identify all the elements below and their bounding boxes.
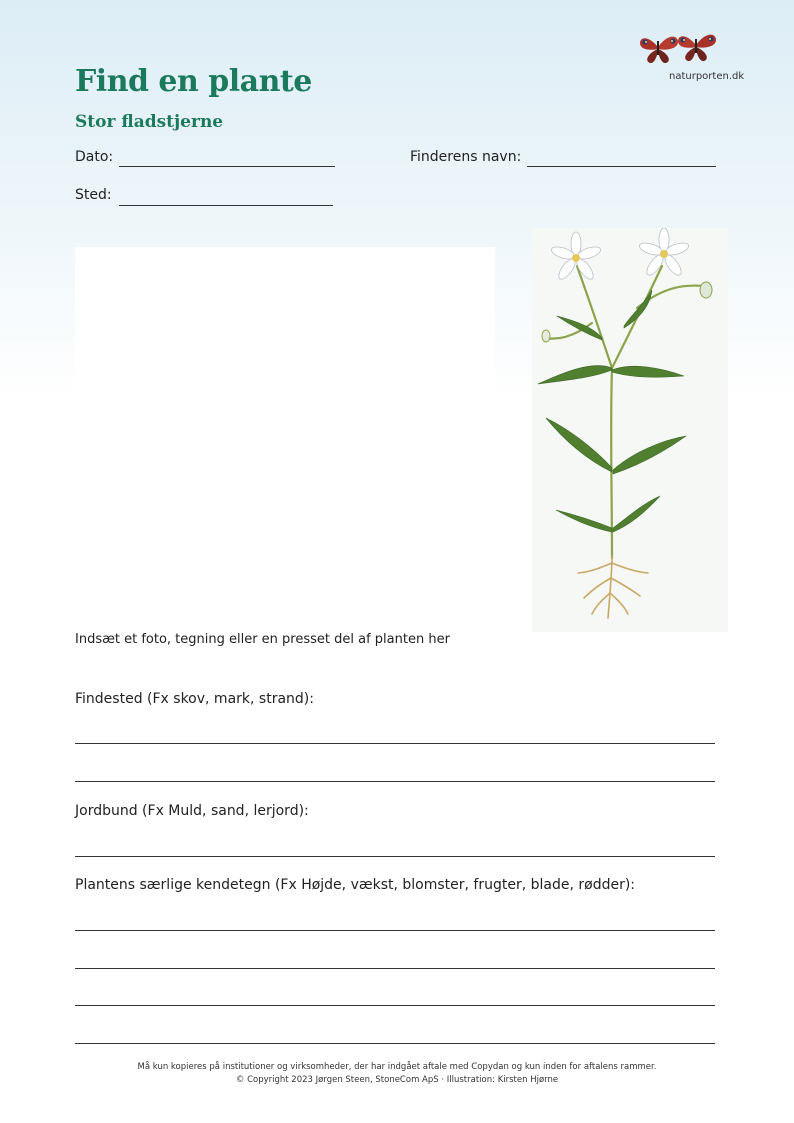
features-line-1[interactable] bbox=[75, 930, 715, 931]
page-title: Find en plante bbox=[75, 64, 312, 99]
soil-label: Jordbund (Fx Muld, sand, lerjord): bbox=[75, 803, 309, 819]
photo-caption: Indsæt et foto, tegning eller en presset del af planten her bbox=[75, 632, 450, 647]
location-line-1[interactable] bbox=[75, 743, 715, 744]
copyright: © Copyright 2023 Jørgen Steen, StoneCom ApS · Illustration: Kirsten Hjørne bbox=[235, 1075, 559, 1085]
place-label: Sted: bbox=[75, 187, 112, 203]
place-field[interactable] bbox=[119, 205, 333, 206]
features-line-2[interactable] bbox=[75, 968, 715, 969]
location-line-2[interactable] bbox=[75, 781, 715, 782]
features-label: Plantens særlige kendetegn (Fx Højde, vækst, blomster, frugter, blade, rødder): bbox=[75, 877, 636, 893]
date-field[interactable] bbox=[119, 166, 335, 167]
finder-name-field[interactable] bbox=[527, 166, 716, 167]
butterfly-logo-icon bbox=[636, 27, 718, 63]
location-label: Findested (Fx skov, mark, strand): bbox=[75, 691, 314, 707]
plant-name: Stor fladstjerne bbox=[75, 112, 224, 132]
features-line-3[interactable] bbox=[75, 1005, 715, 1006]
copy-notice: Må kun kopieres på institutioner og virksomheder, der har indgået aftale med Copydan og kun inden for aftalens rammer. bbox=[137, 1062, 657, 1072]
photo-insert-area[interactable] bbox=[75, 247, 495, 622]
site-name: naturporten.dk bbox=[669, 71, 745, 82]
stitchwort-plant-illustration bbox=[532, 228, 728, 632]
features-line-4[interactable] bbox=[75, 1043, 715, 1044]
date-label: Dato: bbox=[75, 149, 114, 165]
soil-line-1[interactable] bbox=[75, 856, 715, 857]
finder-name-label: Finderens navn: bbox=[410, 149, 522, 165]
